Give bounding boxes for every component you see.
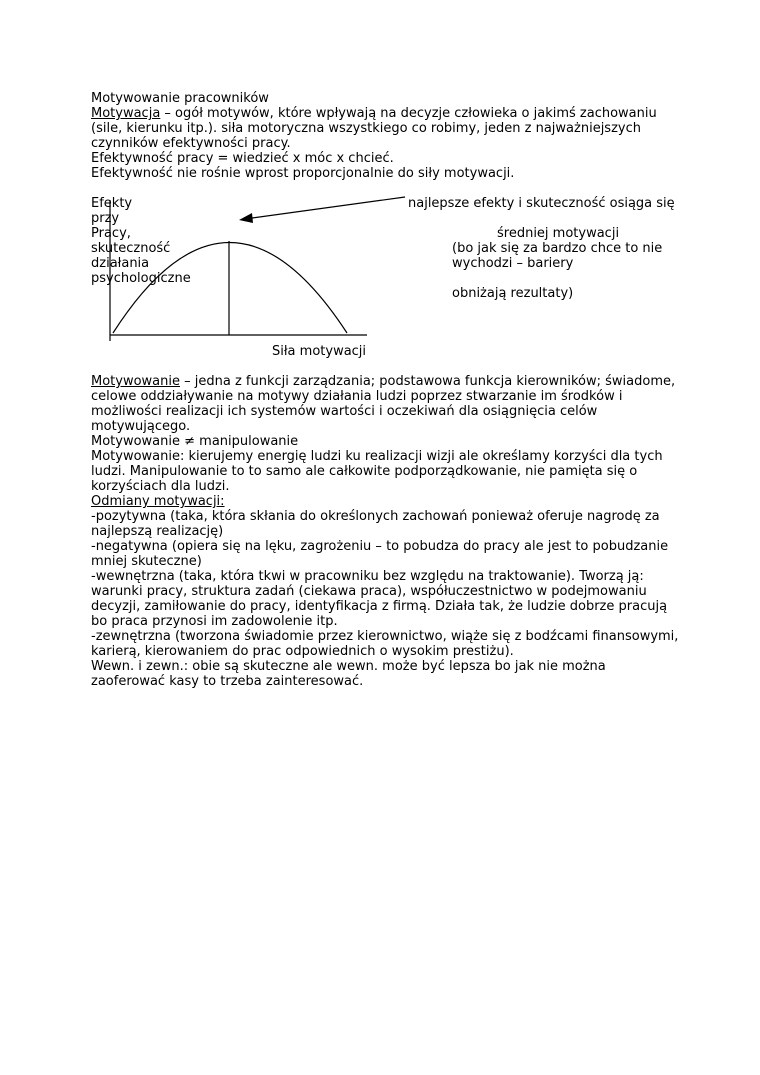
page-title: Motywowanie pracowników bbox=[91, 91, 269, 106]
text-line: (sile, kierunku itp.). siła motoryczna wszystkiego co robimy, jeden z najważniejszych bbox=[91, 121, 641, 136]
diagram-xlabel: Siła motywacji bbox=[272, 344, 367, 359]
motywowanie-term: Motywowanie bbox=[91, 374, 180, 389]
types-line: karierą, kierowaniem do prac odpowiednich o wysokim prestiżu). bbox=[91, 644, 514, 659]
diagram-note-line: wychodzi – bariery bbox=[452, 256, 574, 271]
types-line: warunki pracy, struktura zadań (ciekawa praca), współuczestnictwo w podejmowaniu bbox=[91, 584, 647, 599]
types-line: -zewnętrzna (tworzona świadomie przez kierownictwo, wiąże się z bodźcami finansowymi, bbox=[91, 629, 679, 644]
motywacja-definition-text: – ogół motywów, które wpływają na decyzje człowieka o jakimś zachowaniu bbox=[160, 106, 657, 121]
motivation-curve bbox=[113, 243, 347, 334]
diagram-annotation: średniej motywacji bbox=[497, 226, 620, 241]
types-line: -pozytywna (taka, która skłania do określonych zachowań ponieważ oferuje nagrodę za bbox=[91, 509, 660, 524]
motywacja-term: Motywacja bbox=[91, 106, 161, 121]
text-line: czynników efektywności pracy. bbox=[91, 136, 291, 151]
diagram-ylabel-line: przy bbox=[91, 211, 120, 226]
types-line: -negatywna (opiera się na lęku, zagrożeniu – to pobudza do pracy ale jest to pobudzanie bbox=[91, 539, 669, 554]
types-line: decyzji, zamiłowanie do pracy, identyfikacja z firmą. Działa tak, że ludzie dobrze pracują bbox=[91, 599, 668, 614]
diagram-ylabel-line: Pracy, bbox=[91, 226, 131, 241]
types-line: najlepszą realizację) bbox=[91, 524, 224, 539]
text-line: Motywowanie ≠ manipulowanie bbox=[91, 434, 299, 449]
diagram-ylabel-line: psychologiczne bbox=[91, 271, 191, 286]
text-line: motywującego. bbox=[91, 419, 191, 434]
annotation-arrow-head bbox=[239, 213, 253, 223]
diagram-ylabel-line: Efekty bbox=[91, 196, 133, 211]
types-line: zaoferować kasy to trzeba zainteresować. bbox=[91, 674, 364, 689]
motywowanie-definition-text: – jedna z funkcji zarządzania; podstawowa funkcja kierowników; świadome, bbox=[180, 374, 676, 389]
diagram-svg bbox=[0, 0, 760, 400]
types-line: mniej skuteczne) bbox=[91, 554, 202, 569]
diagram-note-line: obniżają rezultaty) bbox=[452, 286, 574, 301]
text-line: ludzi. Manipulowanie to to samo ale całkowite podporządkowanie, nie pamięta się o bbox=[91, 464, 638, 479]
text-line: możliwości realizacji ich systemów wartości i oczekiwań dla osiągnięcia celów bbox=[91, 404, 598, 419]
diagram-ylabel-line: skuteczność bbox=[91, 241, 171, 256]
types-line: -wewnętrzna (taka, która tkwi w pracowniku bez względu na traktowanie). Tworzą ją: bbox=[91, 569, 644, 584]
types-line: bo praca przynosi im zadowolenie itp. bbox=[91, 614, 338, 629]
diagram-annotation: najlepsze efekty i skuteczność osiąga się bbox=[408, 196, 675, 211]
text-line: Efektywność nie rośnie wprost proporcjonalnie do siły motywacji. bbox=[91, 166, 515, 181]
text-line: Motywowanie: kierujemy energię ludzi ku realizacji wizji ale określamy korzyści dla tych bbox=[91, 449, 663, 464]
motywowanie-definition-line bbox=[91, 374, 675, 389]
diagram-ylabel-line: działania bbox=[91, 256, 150, 271]
text-line: Efektywność pracy = wiedzieć x móc x chcieć. bbox=[91, 151, 394, 166]
annotation-arrow-line bbox=[252, 197, 405, 218]
types-line: Wewn. i zewn.: obie są skuteczne ale wewn. może być lepsza bo jak nie można bbox=[91, 659, 606, 674]
text-line: korzyściach dla ludzi. bbox=[91, 479, 230, 494]
types-heading: Odmiany motywacji: bbox=[91, 494, 225, 509]
diagram-note-line: (bo jak się za bardzo chce to nie bbox=[452, 241, 663, 256]
text-line: celowe oddziaływanie na motywy działania ludzi poprzez stwarzanie im środków i bbox=[91, 389, 623, 404]
